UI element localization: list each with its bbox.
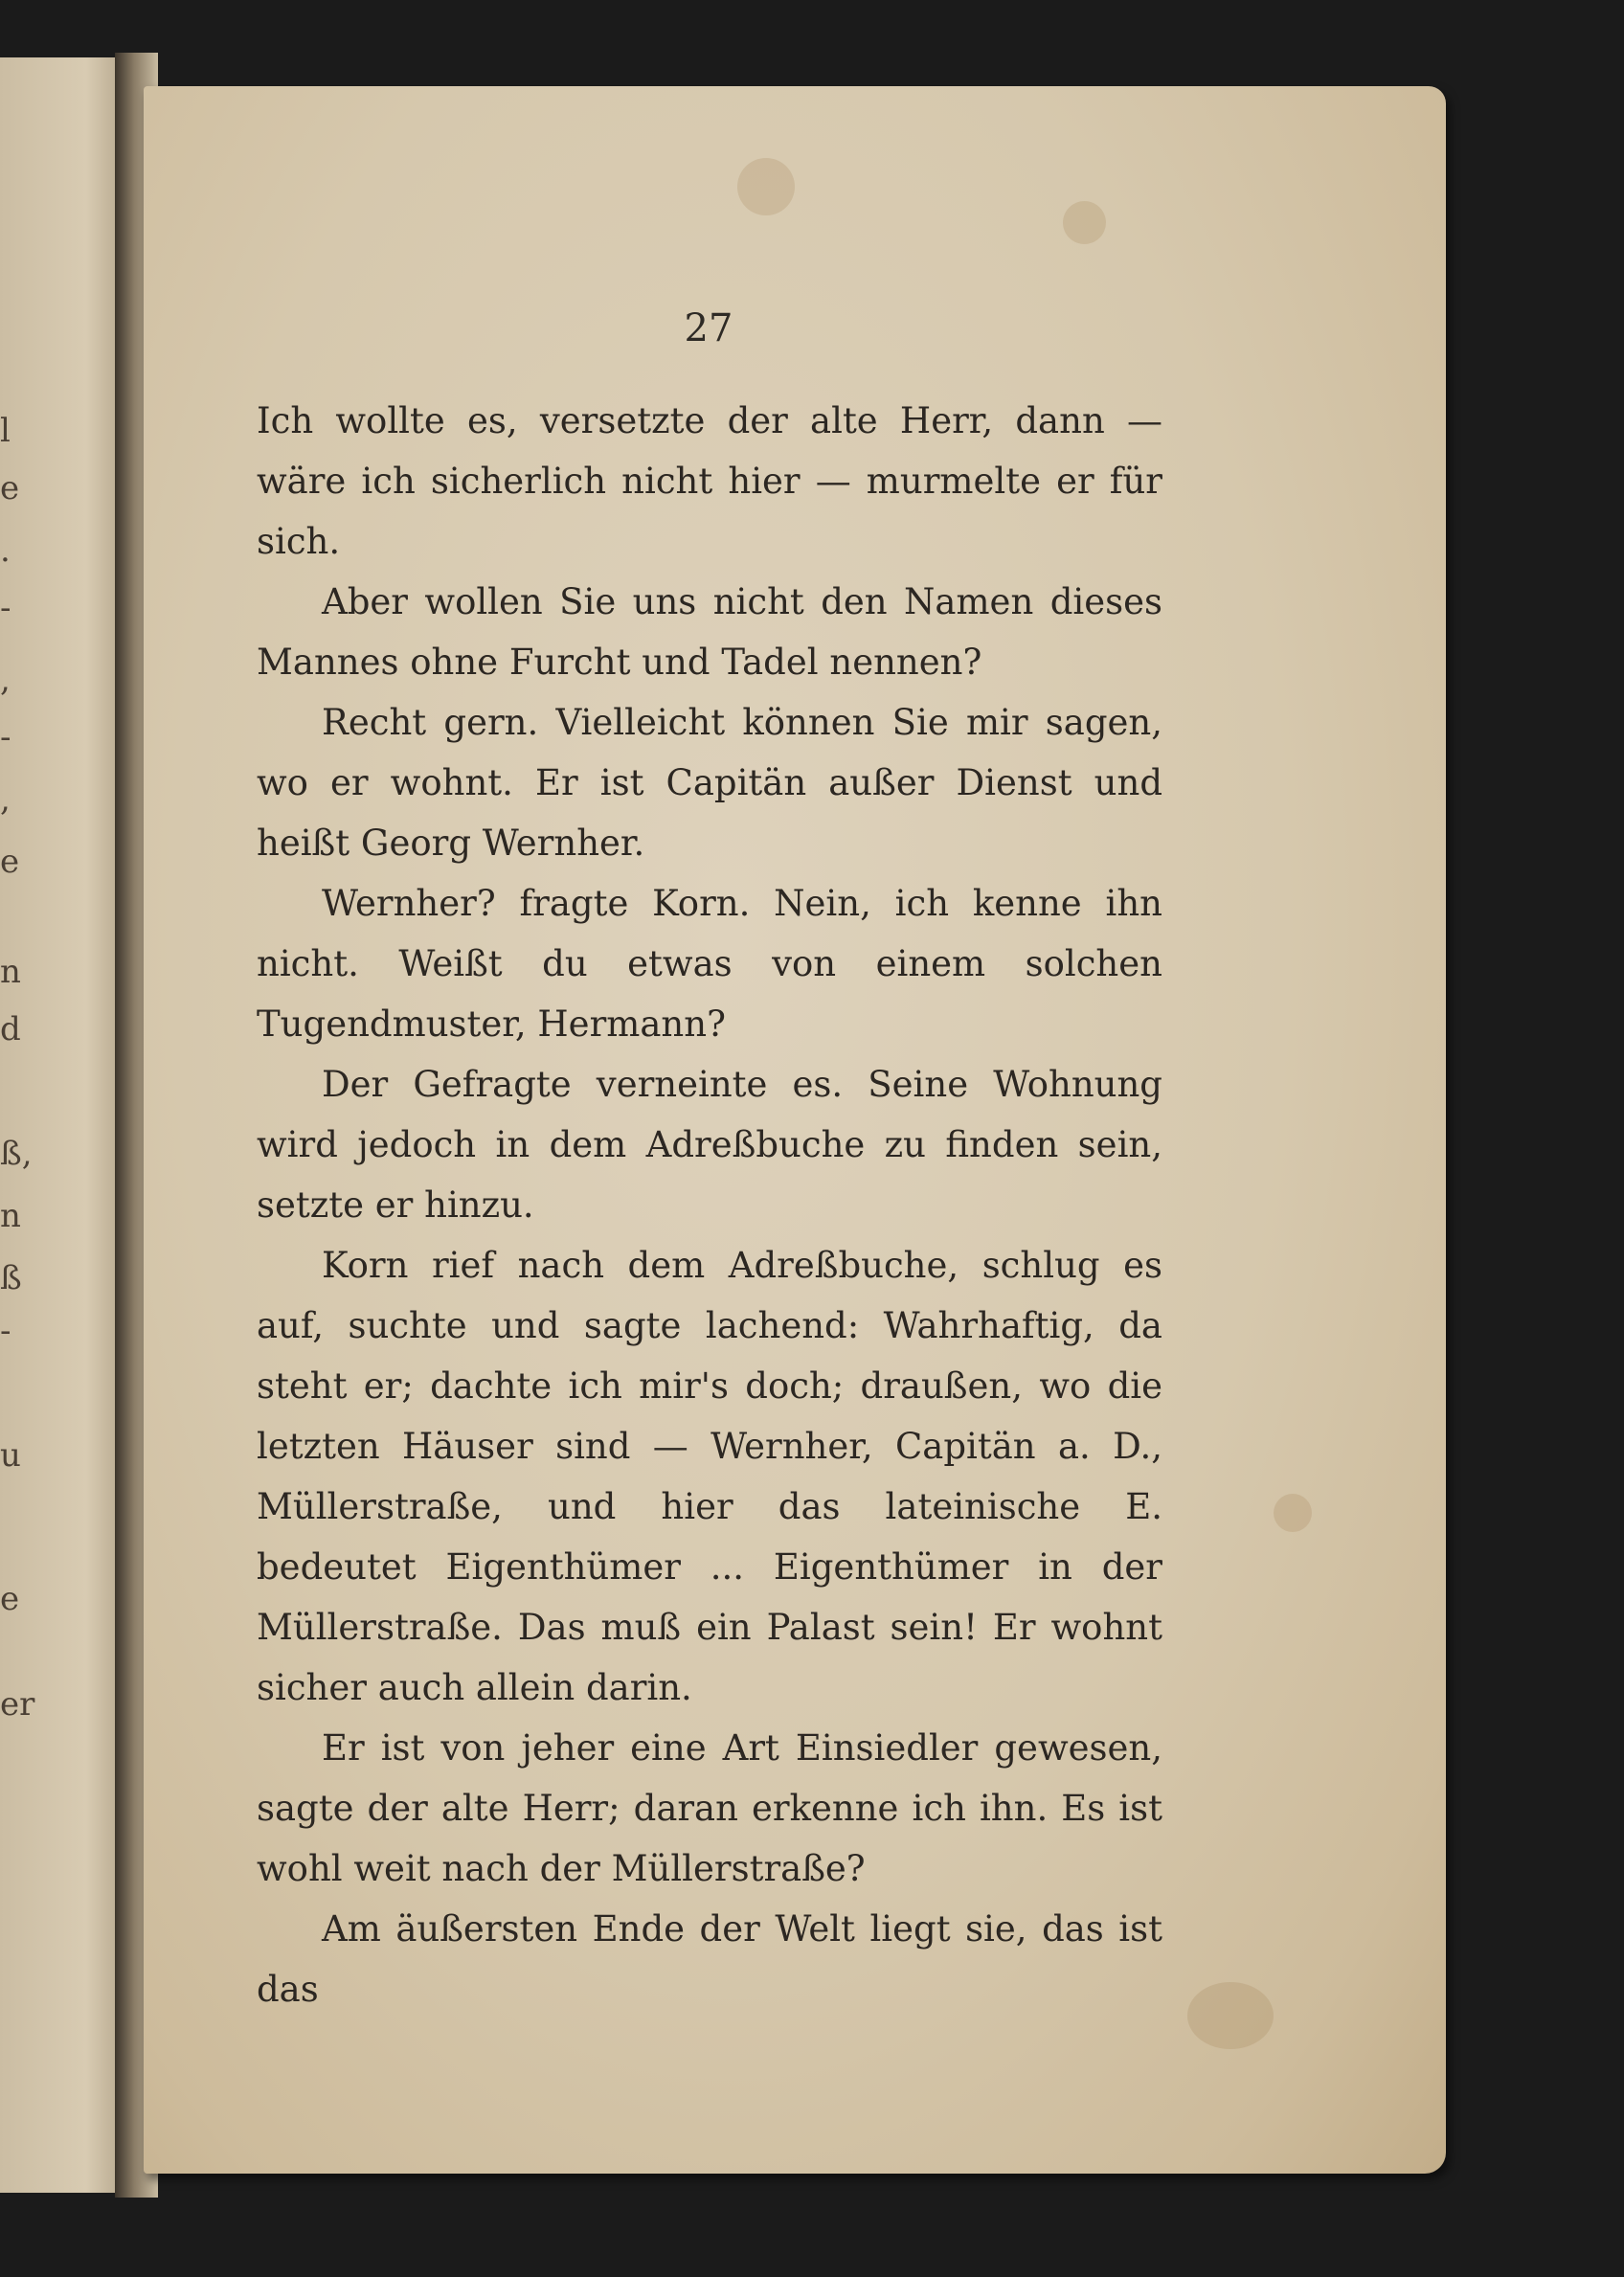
paragraph: Korn rief nach dem Adreßbuche, schlug es auf, suchte und sagte lachend: Wahrhaftig, da steht er; dachte ich mir's doch; draußen, wo die letzten Häuser sind — Wernher, Capitän a. D., Müllerstraße, und hier das lateinische E. bedeutet Eigenthümer ... Eigenthümer in der Müllerstraße. Das muß ein Palast sein! Er wohnt sicher auch allein darin.: [257, 1245, 1162, 1708]
paragraph: Der Gefragte verneinte es. Seine Wohnung wird jedoch in dem Adreßbuche zu finden sein, setzte er hinzu.: [257, 1064, 1162, 1226]
previous-page-fragment: -: [0, 718, 11, 756]
previous-page-fragment: l: [0, 412, 11, 450]
page-body-text: [257, 391, 1162, 2019]
paragraph: Wernher? fragte Korn. Nein, ich kenne ihn nicht. Weißt du etwas von einem solchen Tugendmuster, Hermann?: [257, 883, 1162, 1045]
previous-page-fragment: ,: [0, 661, 11, 699]
previous-page-fragment: ,: [0, 780, 11, 819]
previous-page-fragment: -: [0, 589, 11, 627]
previous-page-fragment: ß,: [0, 1135, 33, 1173]
paragraph: Am äußersten Ende der Welt liegt sie, das ist das: [257, 1908, 1162, 2010]
previous-page-fragment: u: [0, 1436, 21, 1475]
paragraph: Recht gern. Vielleicht können Sie mir sagen, wo er wohnt. Er ist Capitän außer Dienst und heißt Georg Wernher.: [257, 702, 1162, 864]
previous-page-fragment: n: [0, 1197, 21, 1235]
paragraph: Er ist von jeher eine Art Einsiedler gewesen, sagte der alte Herr; daran erkenne ich ihn. Es ist wohl weit nach der Müllerstraße?: [257, 1727, 1162, 1889]
previous-page-fragment: -: [0, 1312, 11, 1350]
previous-page-fragment: n: [0, 953, 21, 991]
previous-page-fragment: ß: [0, 1259, 22, 1297]
paragraph: Ich wollte es, versetzte der alte Herr, dann — wäre ich sicherlich nicht hier — murmelte er für sich.: [257, 400, 1162, 562]
previous-page-fragment: e: [0, 1580, 20, 1618]
foxing-spot: [1063, 201, 1106, 244]
previous-page-fragment: er: [0, 1685, 35, 1724]
foxing-spot: [1187, 1982, 1274, 2049]
previous-page-fragment: .: [0, 531, 11, 570]
previous-page-fragment: e: [0, 469, 20, 507]
previous-page-fragment: d: [0, 1010, 21, 1048]
paragraph: Aber wollen Sie uns nicht den Namen dieses Mannes ohne Furcht und Tadel nennen?: [257, 581, 1162, 683]
previous-page-fragment: e: [0, 843, 20, 881]
foxing-spot: [737, 158, 795, 215]
page-number: 27: [684, 306, 733, 350]
foxing-spot: [1274, 1494, 1312, 1532]
